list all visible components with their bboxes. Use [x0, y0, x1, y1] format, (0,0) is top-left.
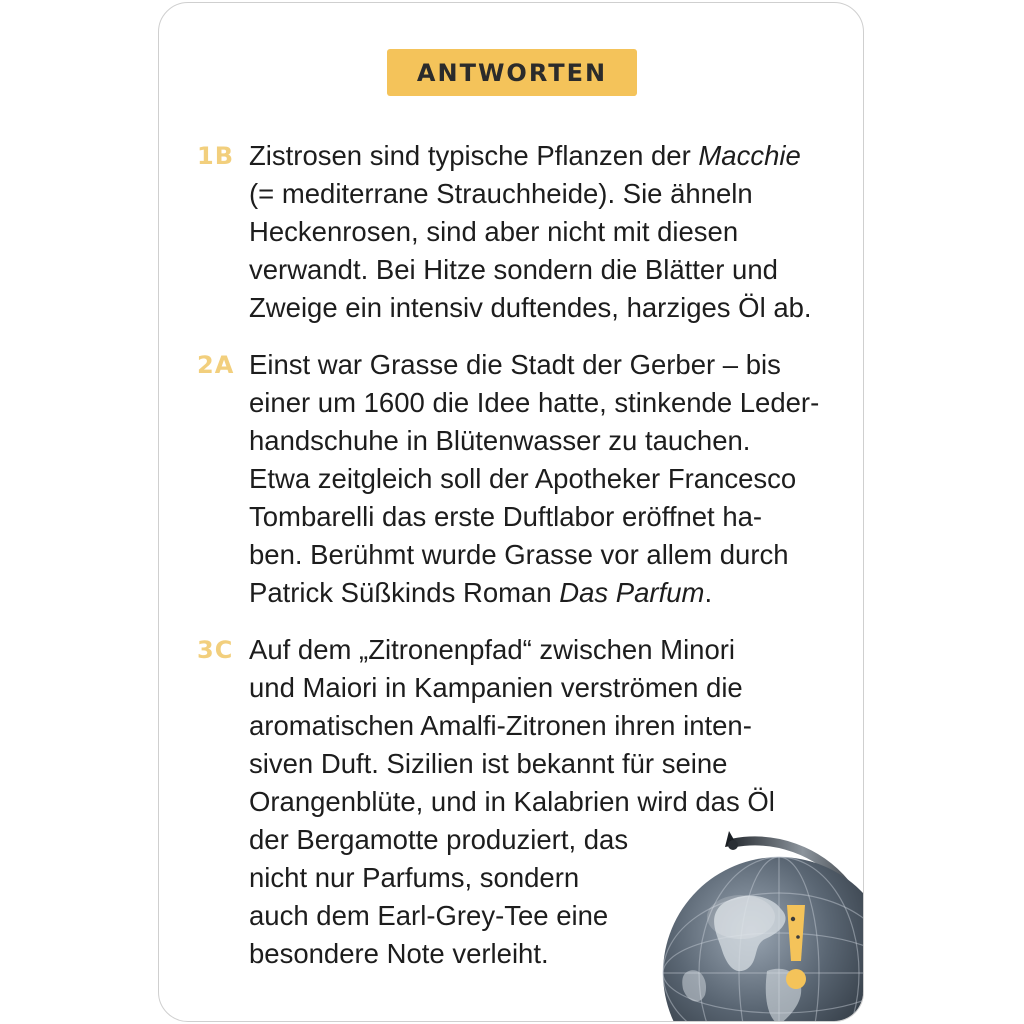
- text-line: Orangenblüte, und in Kalabrien wird das Öl: [249, 786, 775, 817]
- text-line: und Maiori in Kampanien verströmen die: [249, 672, 743, 703]
- text-line: (= mediterrane Strauchheide). Sie ähneln: [249, 178, 753, 209]
- text-line: handschuhe in Blütenwasser zu tauchen.: [249, 425, 751, 456]
- page-title: ANTWORTEN: [416, 58, 608, 87]
- text-line: Einst war Grasse die Stadt der Gerber – bis: [249, 349, 781, 380]
- answer-number: 2A: [197, 351, 235, 379]
- text-line: aromatischen Amalfi-Zitronen ihren inten-: [249, 710, 752, 741]
- text-line: Tombarelli das erste Duftlabor eröffnet ha-: [249, 501, 763, 532]
- text-line: verwandt. Bei Hitze sondern die Blätter und: [249, 254, 778, 285]
- text-line: Heckenrosen, sind aber nicht mit diesen: [249, 216, 739, 247]
- text-line: Auf dem „Zitronenpfad“ zwischen Minori: [249, 634, 736, 665]
- text-line: Etwa zeitgleich soll der Apotheker Francesco: [249, 463, 797, 494]
- title-badge: [387, 49, 637, 96]
- text-line: Zweige ein intensiv duftendes, harziges Öl ab.: [249, 292, 812, 323]
- text-line: der Bergamotte produziert, das: [249, 824, 629, 855]
- answer-text: [249, 137, 859, 327]
- globe-icon: [629, 821, 864, 1022]
- answer-text: [249, 346, 859, 612]
- text-line: Patrick Süßkinds Roman Das Parfum.: [249, 577, 713, 608]
- text-line: einer um 1600 die Idee hatte, stinkende Leder-: [249, 387, 820, 418]
- text-line: auch dem Earl-Grey-Tee eine: [249, 900, 609, 931]
- text-line: besondere Note verleiht.: [249, 938, 549, 969]
- text-line: Zistrosen sind typische Pflanzen der Macchie: [249, 140, 801, 171]
- answer-card: [158, 2, 864, 1022]
- answer-number: 3C: [197, 636, 234, 664]
- answer-number: 1B: [197, 142, 234, 170]
- text-line: ben. Berühmt wurde Grasse vor allem durch: [249, 539, 789, 570]
- text-line: nicht nur Parfums, sondern: [249, 862, 580, 893]
- text-line: siven Duft. Sizilien ist bekannt für seine: [249, 748, 728, 779]
